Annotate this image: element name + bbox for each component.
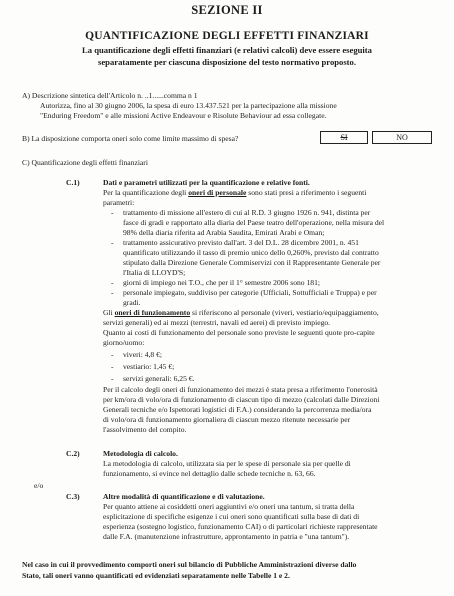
bullet-2-line-4: l'Italia di LLOYD'S;	[123, 268, 186, 277]
bullet-2-line-2: quantificato utilizzando il tasso di premio unico dello 0,260%, previsto dal contratto	[123, 248, 379, 257]
c1-p2-line-1	[103, 308, 379, 318]
c1-p3-line-2: per km/ora di volo/ora di funzionamento di ciascun tipo di mezzo (calcolati dalle Direzioni	[103, 395, 380, 404]
bullet-4-line-1: personale impiegato, suddiviso per categorie (Ufficiali, Sottufficiali e Truppa) e per	[123, 288, 377, 297]
footer-note-line-1: Nel caso in cui il provvedimento comporti oneri sul bilancio di Pubbliche Amministrazioni diverse dallo	[22, 560, 357, 569]
option-no-box[interactable]	[372, 131, 432, 144]
c1-p2-text-pre: Gli	[103, 308, 115, 317]
c1-p2-line-3: Quanto ai costi di funzionamento del personale sono previste le seguenti quote pro-capite	[103, 328, 375, 337]
bullet-1-line-2: fasce di gradi e rapportato alla diaria del Paese teatro dell'operazione, nella misura del	[123, 218, 385, 227]
c1-p1-text-post: sono stati presi a riferimento i seguenti	[246, 188, 367, 197]
bullet-2-line-1: trattamento assicurativo previsto dall'art. 3 del D.L. 28 dicembre 2001, n. 451	[123, 238, 359, 247]
c1-p2-line-2: servizi generali) ed ai mezzi (terrestri, navali ed aerei) di previsto impiego.	[103, 318, 331, 327]
dash-q1: -	[111, 350, 114, 359]
option-no-label: NO	[396, 133, 408, 142]
c1-p3-line-1: Per il calcolo degli oneri di funzionamento dei mezzi è stata presa a riferimento l'onerosità	[103, 385, 378, 394]
section-a-line-1: Autorizza, fino al 30 giugno 2006, la spesa di euro 13.437.521 per la partecipazione alla missione	[40, 101, 337, 110]
c1-p1-line-1	[103, 188, 366, 198]
c3-title: Altre modalità di quantificazione e di valutazione.	[103, 492, 265, 501]
dash-1: -	[111, 208, 114, 217]
document-title: QUANTIFICAZIONE DEGLI EFFETTI FINANZIARI	[85, 30, 369, 42]
bullet-2-line-3: stipulato dalla Direzione Generale Commiservizi con il Rappresentante Generale per	[123, 258, 381, 267]
option-yes-label: SI	[340, 133, 348, 142]
intro-line-2: separatamente per ciascuna disposizione del testo normativo proposto.	[98, 57, 356, 67]
dash-q2: -	[111, 362, 114, 371]
section-a-label: A) Descrizione sintetica dell'Articolo n. ..1......comma n 1	[22, 91, 198, 100]
personnel-costs-term: oneri di personale	[188, 188, 247, 197]
section-a-line-2: "Enduring Freedom" e alle missioni Active Endeavour e Risolute Behaviour ad essa collegate.	[40, 111, 327, 120]
bullet-1-line-3: 98% della diaria riferita ad Arabia Saudita, Emirati Arabi e Oman;	[123, 228, 325, 237]
footer-note-line-2: Stato, tali oneri vanno quantificati ed evidenziati separatamente nelle Tabelle 1 e 2.	[22, 571, 290, 580]
c1-number: C.1)	[66, 178, 80, 187]
intro-text	[0, 44, 454, 68]
c2-title: Metodologia di calcolo.	[103, 449, 178, 458]
c1-p2-text-post: si riferiscono al personale (viveri, vestiario/equipaggiamento,	[190, 308, 379, 317]
c2-line-1: La metodologia di calcolo, utilizzata sia per le spese di personale sia per quelle di	[103, 459, 351, 468]
c3-line-2: esplicitazione di specifiche esigenze i cui oneri sono quantificati sulla base di dati di	[103, 512, 360, 521]
c3-number: C.3)	[66, 492, 80, 501]
c3-line-3: esperienza (sostegno logistico, funzionamento CAI) o di particolari richieste rappresentate	[103, 522, 378, 531]
c2-line-2: funzionamento, si evince nel dettaglio dalle schede tecniche n. 63, 66.	[103, 469, 316, 478]
c1-p3-line-3: Generali tecniche e/o Ispettorati logistici di F.A.) considerando la percorrenza media/ora	[103, 405, 372, 414]
quota-servizi: servizi generali: 6,25 €.	[123, 374, 195, 383]
c3-line-1: Per quanto attiene ai cosiddetti oneri aggiuntivi e/o oneri una tantum, si tratta della	[103, 502, 355, 511]
bullet-4-line-2: gradi.	[123, 298, 141, 307]
c1-p2-line-4: giorno/uomo:	[103, 338, 145, 347]
section-title: SEZIONE II	[191, 3, 263, 17]
option-yes-box[interactable]	[320, 131, 368, 144]
bullet-3-line-1: giorni di impiego nei T.O., che per il 1° semestre 2006 sono 181;	[123, 278, 320, 287]
intro-line-1: La quantificazione degli effetti finanziari (e relativi calcoli) deve essere eseguita	[82, 45, 372, 55]
quota-vestiario: vestiario: 1,45 €;	[123, 362, 175, 371]
operating-costs-term: oneri di funzionamento	[114, 308, 191, 317]
section-b-question: B) La disposizione comporta oneri solo come limite massimo di spesa?	[22, 134, 239, 143]
dash-4: -	[111, 288, 114, 297]
section-c-heading: C) Quantificazione degli effetti finanziari	[22, 158, 148, 167]
dash-2: -	[111, 238, 114, 247]
c1-p3-line-5: l'assolvimento del compito.	[103, 425, 187, 434]
dash-3: -	[111, 278, 114, 287]
margin-note: e/o	[34, 481, 44, 490]
c1-title: Dati e parametri utilizzati per la quantificazione e relative fonti.	[103, 178, 310, 187]
dash-q3: -	[111, 374, 114, 383]
c3-line-4: dalle F.A. (manutenzione infrastrutture, approntamento in patria e "una tantum").	[103, 532, 350, 541]
c1-p3-line-4: di volo/ora di funzionamento giornaliera di ciascun mezzo ritenute necessarie per	[103, 415, 351, 424]
quota-viveri: viveri: 4,8 €;	[123, 350, 163, 359]
c1-p1-line-2: parametri:	[103, 198, 135, 207]
c2-number: C.2)	[66, 449, 80, 458]
c1-p1-text-pre: Per la quantificazione degli	[103, 188, 189, 197]
bullet-1-line-1: trattamento di missione all'estero di cui al R.D. 3 giugno 1926 n. 941, distinta per	[123, 208, 371, 217]
